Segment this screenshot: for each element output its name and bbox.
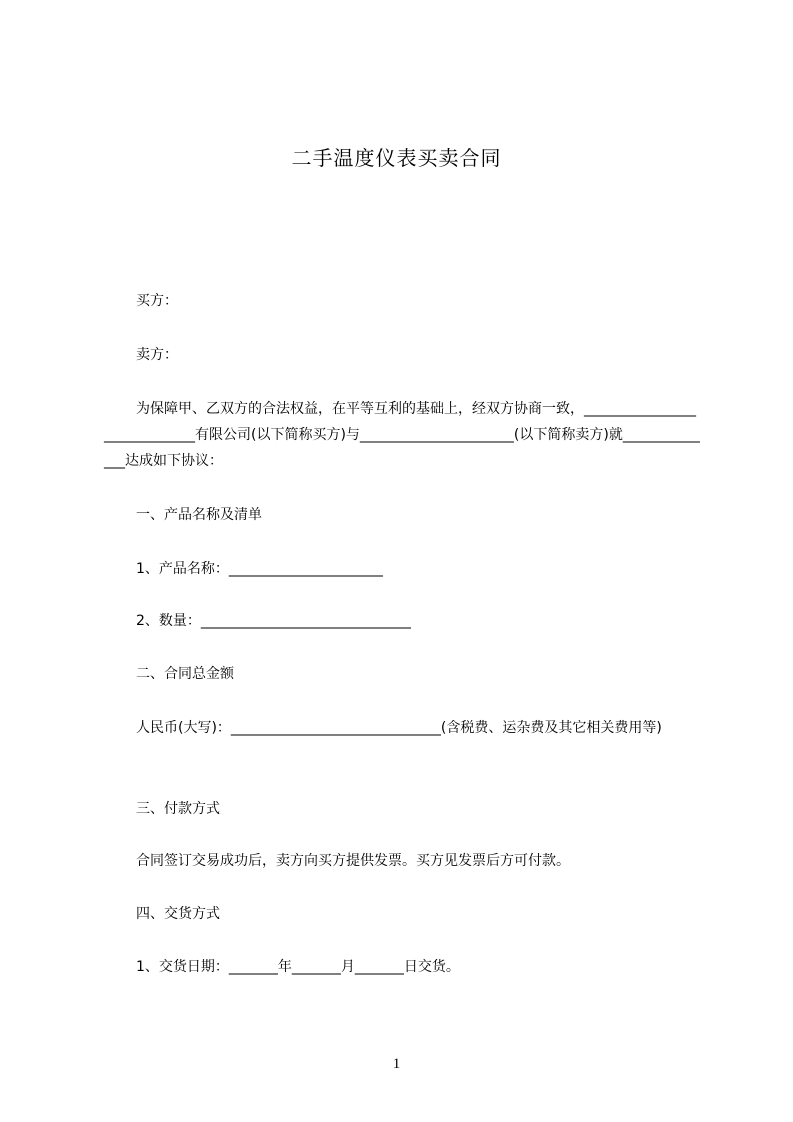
payment-paragraph: 合同签订交易成功后，卖方向买方提供发票。买方见发票后方可付款。	[136, 853, 570, 869]
amount-paragraph: 人民币(大写)：______________________________(含税费、运杂费及其它相关费用等)	[136, 720, 662, 736]
product-name-field: 1、产品名称：______________________	[136, 561, 383, 577]
contract-title: 二手温度仪表买卖合同	[291, 146, 502, 170]
section-heading-payment: 三、付款方式	[136, 801, 220, 817]
intro-paragraph: 为保障甲、乙双方的合法权益，在平等互利的基础上，经双方协商一致，_____________________________有限公司(以下简称买方)与______________________(以下简称卖方)就______________达成如下协议：	[104, 401, 700, 469]
buyer-label: 买方：	[136, 293, 178, 309]
section-heading-amount: 二、合同总金额	[136, 666, 234, 682]
section-heading-products: 一、产品名称及清单	[136, 507, 262, 523]
quantity-field: 2、数量：______________________________	[136, 613, 411, 629]
seller-label: 卖方：	[136, 347, 178, 363]
delivery-date-field: 1、交货日期：_______年_______月_______日交货。	[136, 959, 460, 975]
page-number: 1	[392, 1056, 401, 1072]
section-heading-delivery: 四、交货方式	[136, 906, 220, 922]
